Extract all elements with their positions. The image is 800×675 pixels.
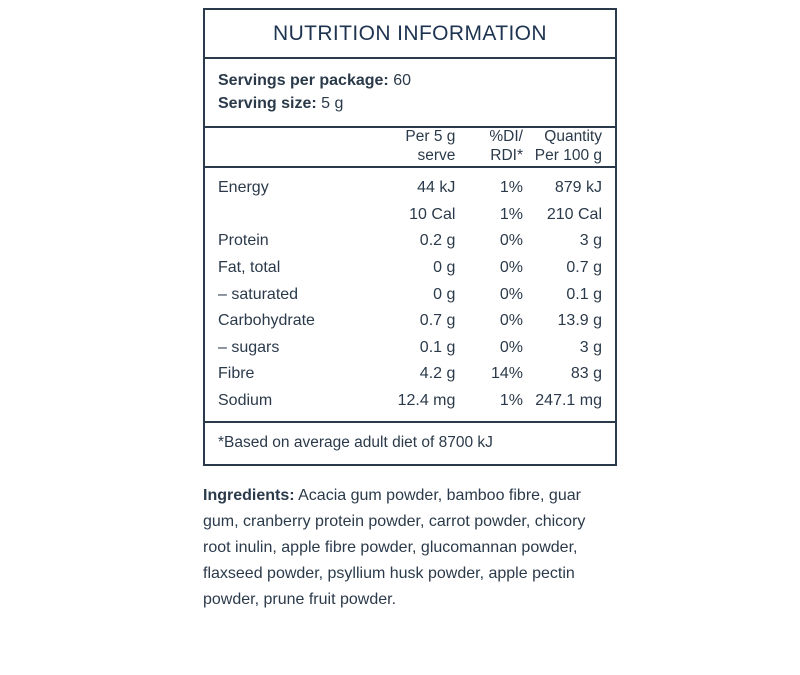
- col-header-qty-line2: Per 100 g: [534, 147, 602, 165]
- col-header-per-serve: [373, 128, 467, 166]
- cell-di-rdi: 0%: [499, 312, 523, 330]
- col-header-di-line2: RDI*: [490, 147, 523, 165]
- nutrition-table-body: [205, 167, 615, 420]
- cell-per-100g: 3 g: [579, 338, 602, 356]
- page-title: NUTRITION INFORMATION: [205, 10, 615, 59]
- serving-size-value: 5 g: [321, 95, 344, 113]
- table-header-row: [205, 128, 615, 166]
- cell-di-rdi: 14%: [490, 365, 523, 383]
- cell-per-serve: 10 Cal: [409, 205, 456, 223]
- table-row: [205, 308, 615, 335]
- cell-per-serve: 0.2 g: [419, 232, 456, 250]
- cell-per-100g: 3 g: [579, 232, 602, 250]
- cell-per-serve: 12.4 mg: [397, 391, 456, 409]
- col-header-per-serve-line1: Per 5 g: [405, 128, 456, 146]
- cell-di-rdi: 1%: [499, 179, 523, 197]
- serving-size-label: Serving size:: [218, 95, 317, 113]
- servings-per-package-label: Servings per package:: [218, 72, 389, 89]
- cell-per-serve: 0.7 g: [419, 312, 456, 330]
- cell-di-rdi: 1%: [499, 391, 523, 409]
- table-row: [205, 254, 615, 281]
- cell-per-100g: 210 Cal: [546, 205, 602, 223]
- cell-di-rdi: 0%: [499, 258, 523, 276]
- cell-nutrient: Fat, total: [218, 258, 281, 276]
- ingredients-text: Acacia gum powder, bamboo fibre, guar gum, cranberry protein powder, carrot powder, chicory root inulin, apple fibre powder, glucomannan powder, flaxseed powder, psyllium husk powder, apple pectin powder, prune fruit powder.: [203, 487, 586, 608]
- col-header-di-line1: %DI/: [489, 128, 523, 146]
- cell-per-serve: 0 g: [433, 285, 456, 303]
- table-row: [205, 167, 615, 201]
- cell-per-100g: 0.1 g: [566, 285, 602, 303]
- cell-nutrient: Carbohydrate: [218, 312, 315, 330]
- cell-per-100g: 13.9 g: [557, 312, 602, 330]
- cell-nutrient: Protein: [218, 232, 269, 250]
- col-header-nutrient: [205, 128, 373, 166]
- cell-per-serve: 0.1 g: [419, 338, 456, 356]
- table-row: [205, 387, 615, 420]
- table-row: [205, 361, 615, 388]
- cell-per-serve: 44 kJ: [417, 179, 456, 197]
- col-header-per-serve-line2: serve: [417, 147, 456, 165]
- table-row: [205, 281, 615, 308]
- table-row: [205, 228, 615, 255]
- nutrition-information-panel: [203, 8, 617, 466]
- cell-nutrient: Fibre: [218, 365, 255, 383]
- ingredients-block: [203, 483, 617, 613]
- cell-nutrient: – sugars: [218, 338, 280, 356]
- cell-di-rdi: 0%: [499, 285, 523, 303]
- cell-nutrient: Sodium: [218, 391, 273, 409]
- footnote: *Based on average adult diet of 8700 kJ: [205, 421, 615, 464]
- ingredients-label: Ingredients:: [203, 487, 295, 504]
- col-header-quantity-per-100g: [533, 128, 615, 166]
- cell-nutrient: [205, 201, 373, 228]
- nutrition-table-head: [205, 128, 615, 167]
- servings-per-package-value: 60: [393, 72, 411, 89]
- cell-per-serve: 4.2 g: [419, 365, 456, 383]
- cell-per-100g: 879 kJ: [554, 179, 602, 197]
- table-row: [205, 334, 615, 361]
- cell-per-serve: 0 g: [433, 258, 456, 276]
- cell-per-100g: 0.7 g: [566, 258, 602, 276]
- table-row: [205, 201, 615, 228]
- col-header-qty-line1: Quantity: [544, 128, 602, 146]
- cell-di-rdi: 0%: [499, 232, 523, 250]
- nutrition-table: [205, 128, 615, 420]
- servings-block: [205, 59, 615, 128]
- cell-di-rdi: 1%: [499, 205, 523, 223]
- col-header-di-rdi: [467, 128, 533, 166]
- cell-per-100g: 247.1 mg: [535, 391, 602, 409]
- servings-per-package-line: [218, 69, 602, 92]
- serving-size-line: [218, 92, 602, 115]
- cell-nutrient: Energy: [218, 179, 269, 197]
- cell-per-100g: 83 g: [570, 365, 602, 383]
- cell-di-rdi: 0%: [499, 338, 523, 356]
- cell-nutrient: – saturated: [218, 285, 299, 303]
